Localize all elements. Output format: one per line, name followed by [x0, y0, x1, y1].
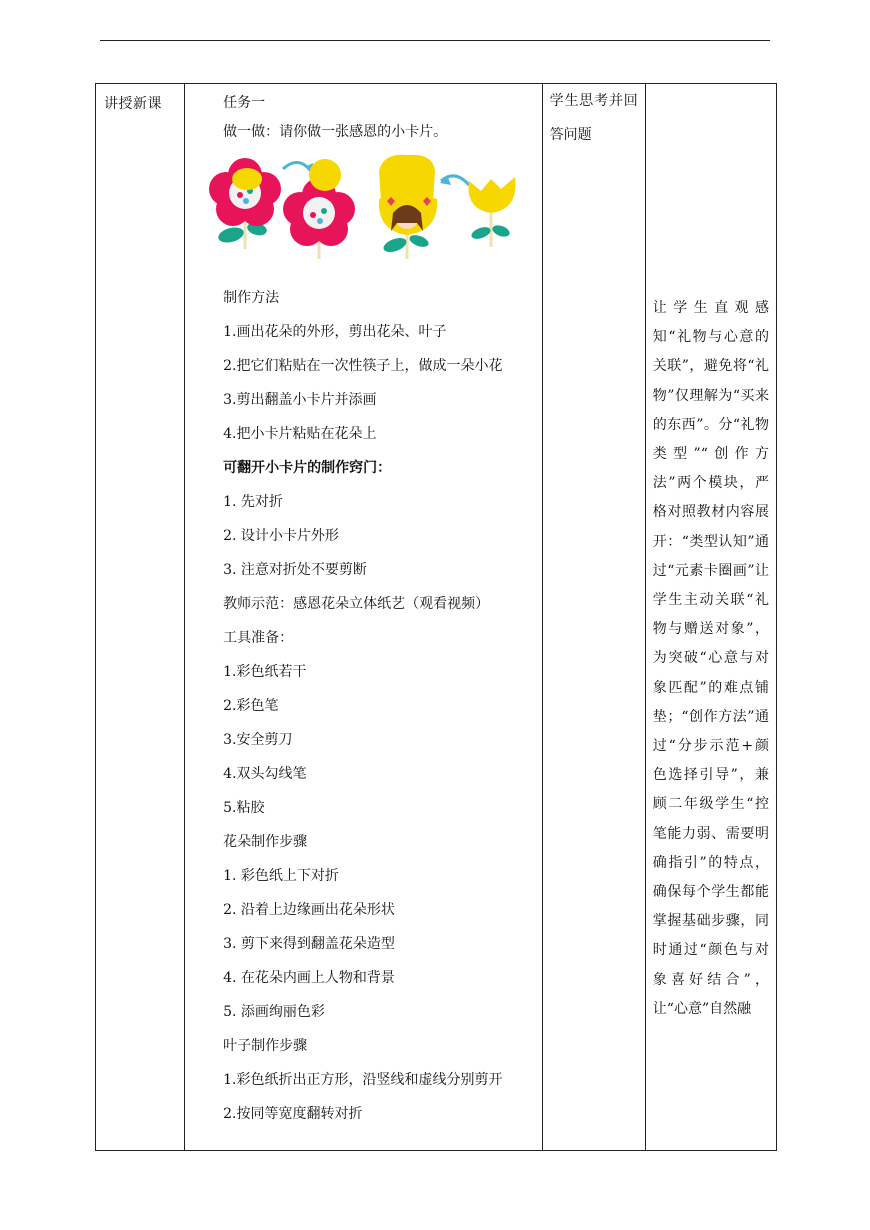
tool-item: 2.彩色笔	[223, 698, 279, 714]
tools-title: 工具准备：	[223, 630, 294, 646]
method-title: 制作方法	[223, 290, 280, 306]
teacher-demo: 教师示范：感恩花朵立体纸艺（观看视频）	[223, 596, 490, 612]
task-title: 任务一	[223, 95, 266, 111]
section-label: 讲授新课	[104, 96, 162, 112]
flower-step: 3. 剪下来得到翻盖花朵造型	[223, 936, 395, 952]
method-step: 2.把它们粘贴在一次性筷子上，做成一朵小花	[223, 358, 503, 374]
tips-step: 3. 注意对折处不要剪断	[223, 562, 367, 578]
tool-item: 5.粘胶	[223, 800, 265, 816]
design-intent-cell	[645, 84, 776, 1151]
tips-title: 可翻开小卡片的制作窍门：	[223, 460, 392, 476]
pink-flower-open-illustration	[209, 158, 281, 249]
student-activity-cell	[542, 84, 645, 1151]
flower-step: 1. 彩色纸上下对折	[223, 868, 339, 884]
flower-steps-title: 花朵制作步骤	[223, 834, 308, 850]
design-intent: 让学生直观感知“礼物与心意的关联”，避免将“礼物”仅理解为“买来的东西”。分“礼物类型”“创作方法”两个模块，严格对照教材内容展开：“类型认知”通过“元素卡圈画”让学生主动关联“礼物与赠送对象”，为突破“心意与对象匹配”的难点铺垫；“创作方法”通过“分步示范+颜色选择引导”，兼顾二年级学生“控笔能力弱、需要明确指引”的特点，确保每个学生都能掌握基础步骤，同时通过“颜色与对象喜好结合”，让“心意”自然融	[652, 300, 769, 1017]
leaf-step: 2.按同等宽度翻转对折	[223, 1106, 363, 1122]
leaf-step: 1.彩色纸折出正方形，沿竖线和虚线分别剪开	[223, 1072, 503, 1088]
tool-item: 4.双头勾线笔	[223, 766, 307, 782]
method-step: 3.剪出翻盖小卡片并添画	[223, 392, 377, 408]
content-cell	[185, 84, 543, 1151]
yellow-flower-open-illustration	[379, 155, 437, 259]
pink-flower-closed-illustration	[283, 159, 355, 259]
task-intro: 做一做：请你做一张感恩的小卡片。	[223, 124, 448, 140]
flower-step: 2. 沿着上边缘画出花朵形状	[223, 902, 395, 918]
method-step: 1.画出花朵的外形，剪出花朵、叶子	[223, 324, 447, 340]
lesson-table	[95, 83, 777, 1151]
tool-item: 3.安全剪刀	[223, 732, 293, 748]
leaf-steps-title: 叶子制作步骤	[223, 1038, 308, 1054]
yellow-tulip-illustration	[469, 177, 516, 247]
tips-step: 2. 设计小卡片外形	[223, 528, 339, 544]
student-activity: 学生思考并回答问题	[549, 93, 638, 143]
flower-card-illustration	[201, 151, 521, 269]
header-rule	[100, 40, 770, 41]
tips-step: 1. 先对折	[223, 494, 283, 510]
flower-step: 5. 添画绚丽色彩	[223, 1004, 325, 1020]
method-step: 4.把小卡片粘贴在花朵上	[223, 426, 377, 442]
section-cell	[96, 84, 185, 1151]
tool-item: 1.彩色纸若干	[223, 664, 307, 680]
flower-step: 4. 在花朵内画上人物和背景	[223, 970, 395, 986]
